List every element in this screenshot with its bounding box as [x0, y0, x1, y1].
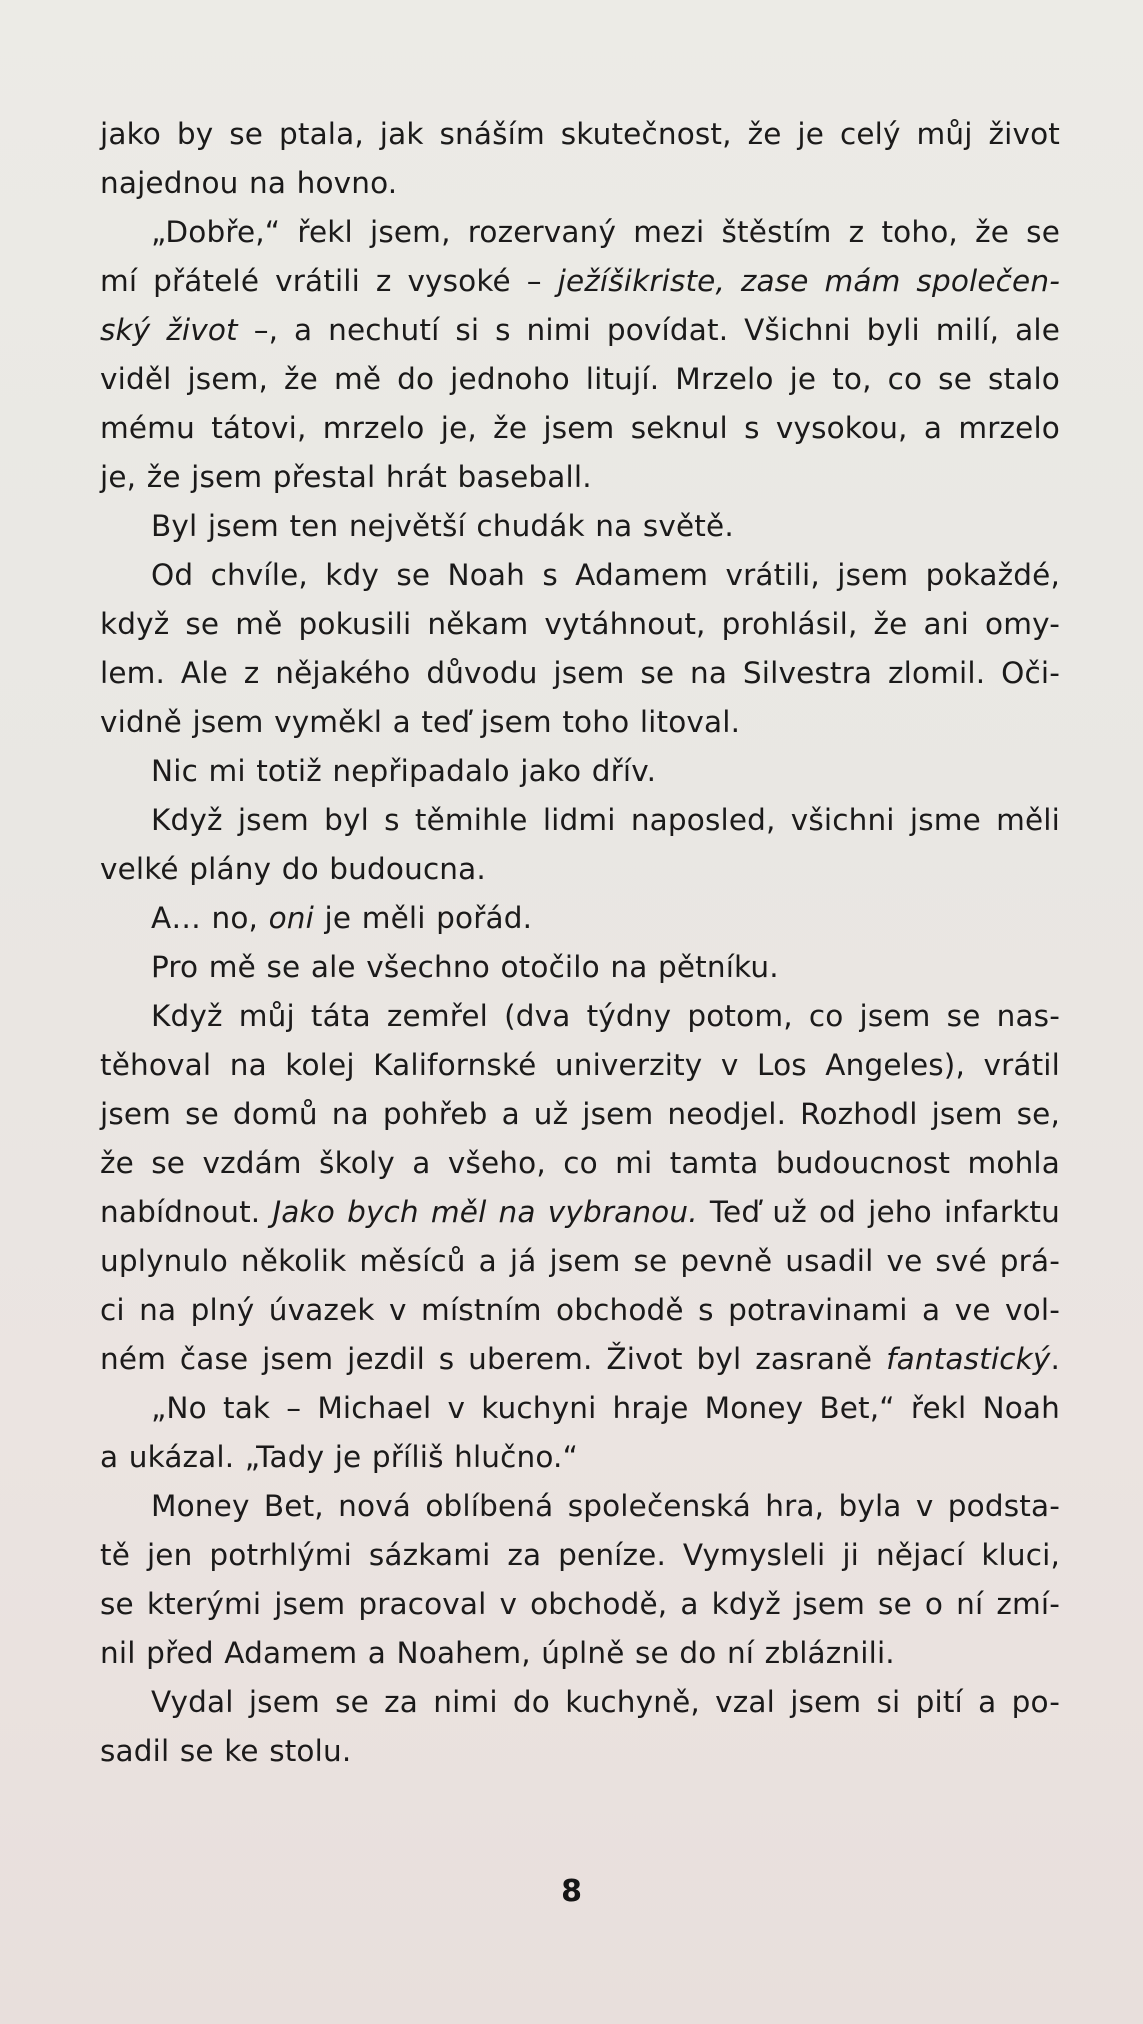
text-line: Byl jsem ten největší chudák na světě.	[151, 509, 734, 543]
text-line: jsem se domů na pohřeb a už jsem neodjel. Rozhodl jsem se,	[100, 1097, 1060, 1131]
text-line: Když můj táta zemřel (dva týdny potom, co jsem se nas-	[151, 999, 1060, 1033]
text-line: vidně jsem vyměkl a teď jsem toho litoval.	[100, 705, 741, 739]
text-line: ci na plný úvazek v místním obchodě s potravinami a ve vol-	[100, 1293, 1060, 1327]
italic-span: Jako bych měl na vybranou.	[272, 1195, 698, 1229]
text-line: velké plány do budoucna.	[100, 852, 486, 886]
text-line	[100, 894, 1060, 943]
text-line: je, že jsem přestal hrát baseball.	[100, 460, 592, 494]
text-span: je měli pořád.	[314, 901, 533, 935]
text-span: –, a nechutí si s nimi povídat. Všichni byli milí, ale	[237, 313, 1060, 347]
text-span: mí přátelé vrátili z vysoké –	[100, 264, 558, 298]
text-line: Nic mi totiž nepřipadalo jako dřív.	[151, 754, 657, 788]
text-line: Pro mě se ale všechno otočilo na pětníku.	[151, 950, 779, 984]
text-line: těhoval na kolej Kalifornské univerzity v Los Angeles), vrátil	[100, 1048, 1060, 1082]
text-line: „No tak – Michael v kuchyni hraje Money Bet,“ řekl Noah	[151, 1391, 1060, 1425]
text-line: Money Bet, nová oblíbená společenská hra, byla v podsta-	[151, 1489, 1060, 1523]
text-span: .	[1050, 1342, 1060, 1376]
page-number: 8	[561, 1874, 582, 1909]
text-line	[100, 1335, 1060, 1384]
text-line: Když jsem byl s těmihle lidmi naposled, všichni jsme měli	[151, 803, 1060, 837]
italic-span: oni	[268, 901, 315, 935]
text-line: jako by se ptala, jak snáším skutečnost, že je celý můj život	[100, 117, 1060, 151]
text-line	[100, 306, 1060, 355]
italic-span: ský život	[100, 313, 238, 347]
text-line: „Dobře,“ řekl jsem, rozervaný mezi štěstím z toho, že se	[151, 215, 1060, 249]
text-line: tě jen potrhlými sázkami za peníze. Vymysleli ji nějací kluci,	[100, 1538, 1060, 1572]
body-text	[100, 110, 1060, 1776]
text-line: viděl jsem, že mě do jednoho litují. Mrzelo je to, co se stalo	[100, 362, 1060, 396]
text-line: lem. Ale z nějakého důvodu jsem se na Silvestra zlomil. Oči-	[100, 656, 1060, 690]
text-line: se kterými jsem pracoval v obchodě, a když jsem se o ní zmí-	[100, 1587, 1060, 1621]
text-span: ném čase jsem jezdil s uberem. Život byl zasraně	[100, 1342, 887, 1376]
text-line: mému tátovi, mrzelo je, že jsem seknul s vysokou, a mrzelo	[100, 411, 1060, 445]
text-span: A… no,	[151, 901, 269, 935]
text-line: když se mě pokusili někam vytáhnout, prohlásil, že ani omy-	[100, 607, 1060, 641]
text-line: uplynulo několik měsíců a já jsem se pevně usadil ve své prá-	[100, 1244, 1060, 1278]
text-line: Vydal jsem se za nimi do kuchyně, vzal jsem si pití a po-	[151, 1685, 1060, 1719]
text-line	[100, 257, 1060, 306]
text-line: najednou na hovno.	[100, 166, 398, 200]
text-line: sadil se ke stolu.	[100, 1734, 352, 1768]
text-line: nil před Adamem a Noahem, úplně se do ní zbláznili.	[100, 1636, 895, 1670]
italic-span: fantastický	[886, 1342, 1051, 1376]
text-line: a ukázal. „Tady je příliš hlučno.“	[100, 1440, 579, 1474]
text-line: Od chvíle, kdy se Noah s Adamem vrátili, jsem pokaždé,	[151, 558, 1060, 592]
text-span: nabídnout.	[100, 1195, 273, 1229]
text-span: Teď už od jeho infarktu	[697, 1195, 1060, 1229]
italic-span: ježíšikriste, zase mám společen-	[557, 264, 1060, 298]
text-line: že se vzdám školy a všeho, co mi tamta budoucnost mohla	[100, 1146, 1060, 1180]
text-line	[100, 1188, 1060, 1237]
